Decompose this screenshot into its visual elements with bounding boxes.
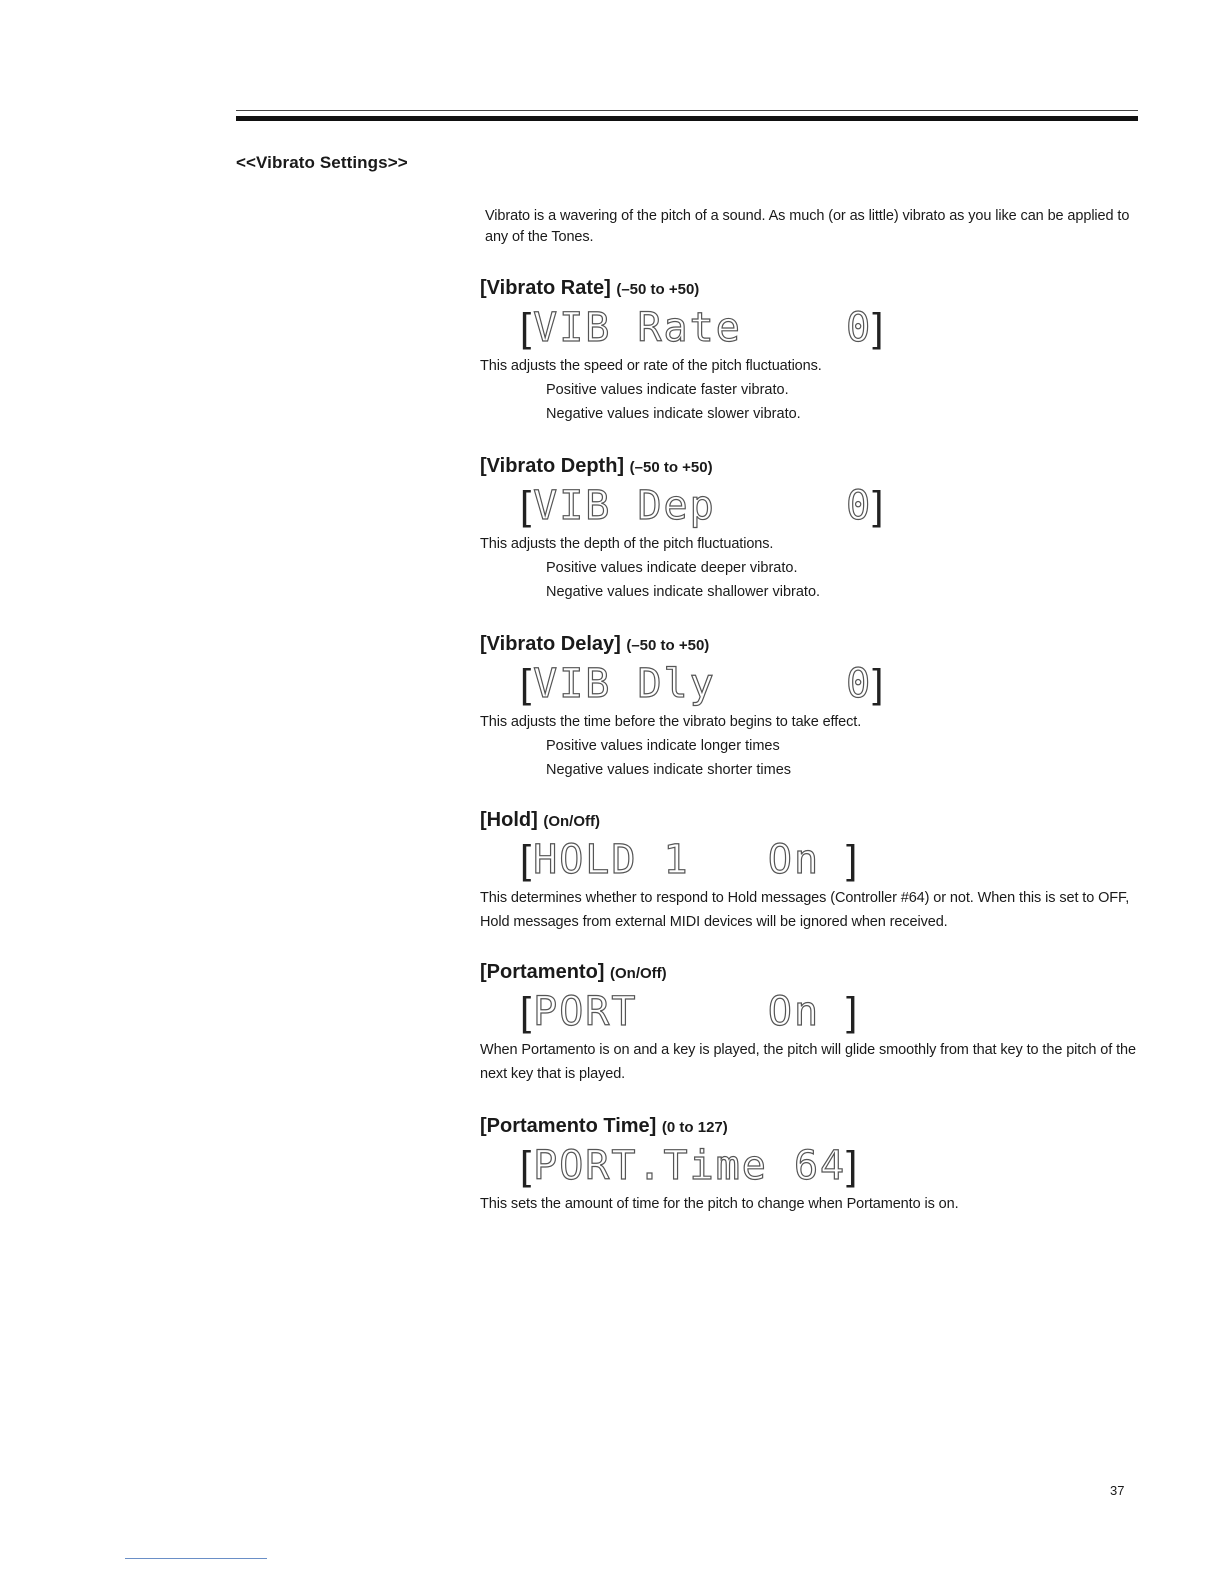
lcd-display (520, 484, 1140, 530)
param-heading (480, 632, 1140, 658)
param-name: [Vibrato Rate] (480, 277, 611, 299)
lcd-bracket-right: ] (872, 662, 886, 706)
param-note: Positive values indicate faster vibrato. (546, 382, 789, 398)
param-name: [Portamento] (480, 961, 605, 983)
lcd-bracket-right: ] (872, 306, 886, 350)
param-note: Positive values indicate longer times (546, 738, 780, 754)
param-description: This adjusts the speed or rate of the pitch fluctuations. (480, 358, 822, 374)
lcd-bracket-left: [ (520, 990, 534, 1034)
param-name: [Vibrato Depth] (480, 455, 625, 477)
param-portamento-time (480, 1114, 1140, 1216)
param-description: When Portamento is on and a key is played, the pitch will glide smoothly from that key to the pitch of the next key that is played. (480, 1042, 1136, 1082)
lcd-text-left: PORT.Time (533, 1143, 768, 1189)
lcd-bracket-left: [ (520, 306, 534, 350)
param-range: (0 to 127) (661, 1119, 728, 1136)
lcd-gap (716, 661, 846, 707)
lcd-text-left: VIB Dly (533, 661, 716, 707)
lcd-text-right: 64 (793, 1143, 847, 1189)
lcd-text-right: 0 (846, 483, 873, 529)
param-description: This adjusts the time before the vibrato begins to take effect. (480, 714, 862, 730)
lcd-text-left: HOLD 1 (533, 837, 690, 883)
lcd-bracket-right: ] (846, 838, 860, 882)
param-heading (480, 960, 1140, 986)
param-vibrato-depth (480, 454, 1140, 604)
lcd-text-right: On (767, 837, 847, 883)
page-number: 37 (1110, 1483, 1125, 1498)
lcd-display (520, 990, 1140, 1036)
param-name: [Hold] (480, 809, 538, 831)
lcd-bracket-right: ] (872, 484, 886, 528)
param-note: Positive values indicate deeper vibrato. (546, 560, 798, 576)
lcd-display (520, 1144, 1140, 1190)
lcd-text-left: VIB Dep (533, 483, 716, 529)
param-hold (480, 808, 1140, 934)
param-name: [Portamento Time] (480, 1115, 657, 1137)
param-note: Negative values indicate slower vibrato. (546, 406, 801, 422)
lcd-gap (742, 305, 846, 351)
lcd-text-right: 0 (846, 305, 873, 351)
lcd-bracket-right: ] (846, 1144, 860, 1188)
lcd-text-right: On (767, 989, 847, 1035)
param-description: This adjusts the depth of the pitch fluctuations. (480, 536, 774, 552)
top-rule-thin (236, 110, 1138, 111)
param-portamento (480, 960, 1140, 1086)
lcd-display (520, 662, 1140, 708)
param-vibrato-delay (480, 632, 1140, 782)
lcd-text-left: VIB Rate (533, 305, 742, 351)
lcd-bracket-left: [ (520, 484, 534, 528)
param-heading (480, 276, 1140, 302)
param-name: [Vibrato Delay] (480, 633, 621, 655)
param-heading (480, 1114, 1140, 1140)
top-rule-thick (236, 116, 1138, 121)
lcd-gap (716, 483, 846, 529)
lcd-display (520, 838, 1140, 884)
param-range: (–50 to +50) (616, 281, 700, 298)
lcd-text-left: PORT (533, 989, 638, 1035)
lcd-gap (637, 989, 767, 1035)
param-range: (–50 to +50) (629, 459, 713, 476)
lcd-bracket-left: [ (520, 1144, 534, 1188)
lcd-display (520, 306, 1140, 352)
param-vibrato-rate (480, 276, 1140, 426)
lcd-bracket-right: ] (846, 990, 860, 1034)
param-note: Negative values indicate shorter times (546, 762, 792, 778)
lcd-text-right: 0 (846, 661, 873, 707)
param-heading (480, 454, 1140, 480)
param-heading (480, 808, 1140, 834)
param-description: This sets the amount of time for the pitch to change when Portamento is on. (480, 1196, 959, 1212)
lcd-bracket-left: [ (520, 662, 534, 706)
param-range: (–50 to +50) (626, 637, 710, 654)
lcd-bracket-left: [ (520, 838, 534, 882)
lcd-gap (768, 1143, 794, 1189)
lcd-gap (690, 837, 768, 883)
intro-paragraph: Vibrato is a wavering of the pitch of a sound. As much (or as little) vibrato as you like can be applied to any of the Tones. (485, 208, 1130, 245)
footer-line (125, 1558, 267, 1559)
param-range: (On/Off) (543, 813, 600, 830)
param-range: (On/Off) (610, 965, 667, 982)
param-note: Negative values indicate shallower vibrato. (546, 584, 821, 600)
section-title: <<Vibrato Settings>> (236, 153, 408, 172)
param-description: This determines whether to respond to Hold messages (Controller #64) or not. When this is set to OFF, Hold messages from external MIDI devices will be ignored when received. (480, 890, 1130, 930)
